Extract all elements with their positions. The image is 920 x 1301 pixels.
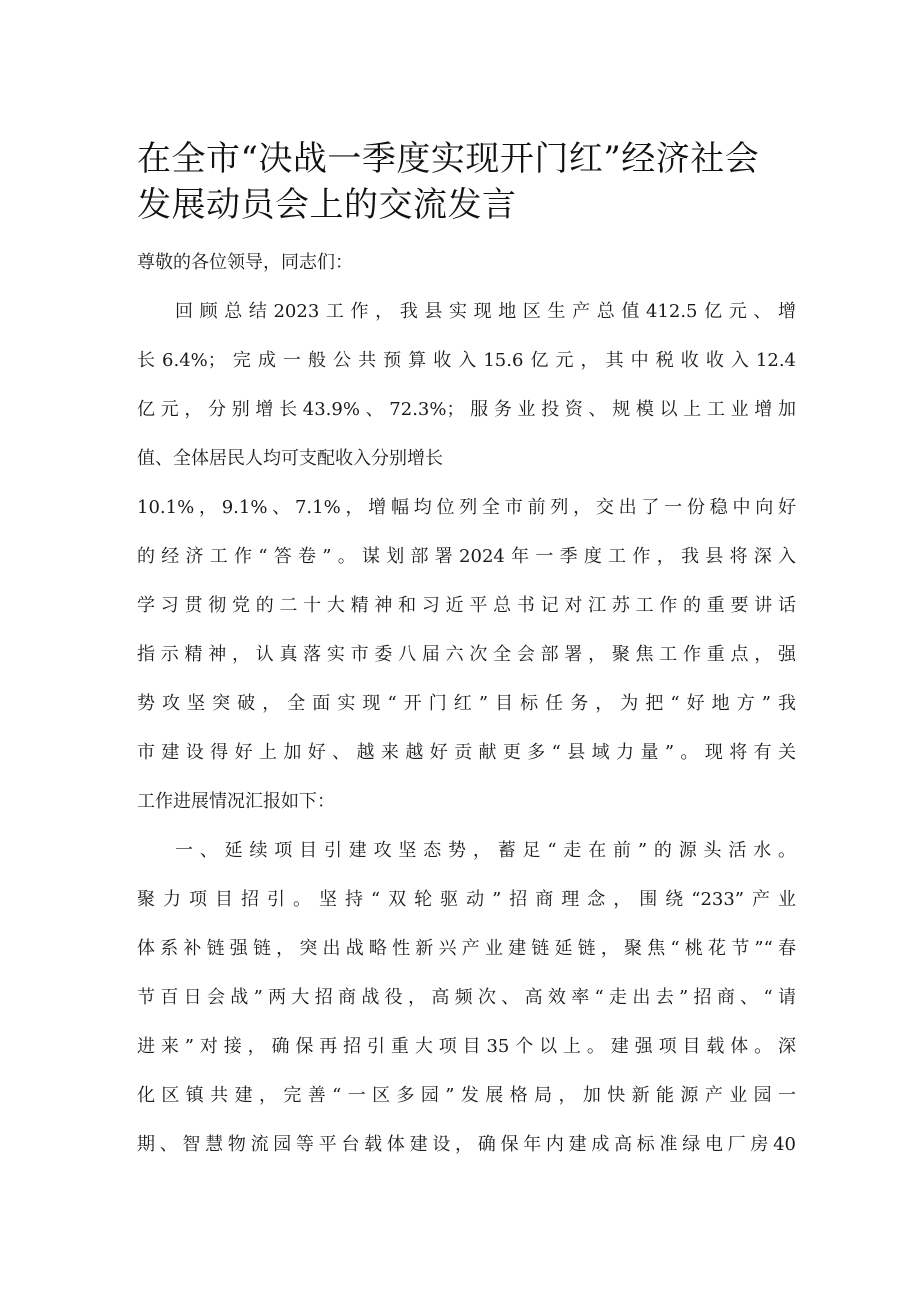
document-title-line-2: 发展动员会上的交流发言 bbox=[137, 185, 517, 225]
section-heading: 一、延续项目引建攻坚态势，蓄足“走在前”的源头活水。 bbox=[175, 840, 796, 861]
document-title-line-1: 在全市“决战一季度实现开门红”经济社会 bbox=[137, 139, 760, 179]
salutation: 尊敬的各位领导，同志们： bbox=[137, 252, 353, 273]
body-line: 亿元，分别增长43.9%、72.3%；服务业投资、规模以上工业增加 bbox=[137, 399, 796, 420]
body-line: 节百日会战”两大招商战役，高频次、高效率“走出去”招商、“请 bbox=[137, 987, 796, 1008]
body-line: 体系补链强链，突出战略性新兴产业建链延链，聚焦“桃花节”“春 bbox=[137, 938, 796, 959]
body-line: 值、全体居民人均可支配收入分别增长 bbox=[137, 448, 443, 469]
body-line: 进来”对接，确保再招引重大项目35个以上。建强项目载体。深 bbox=[137, 1036, 796, 1057]
body-line: 10.1%，9.1%、7.1%，增幅均位列全市前列，交出了一份稳中向好 bbox=[137, 497, 796, 518]
body-line: 指示精神，认真落实市委八届六次全会部署，聚焦工作重点，强 bbox=[137, 644, 796, 665]
body-line: 期、智慧物流园等平台载体建设，确保年内建成高标准绿电厂房40 bbox=[137, 1134, 796, 1155]
body-line: 市建设得好上加好、越来越好贡献更多“县域力量”。现将有关 bbox=[137, 742, 796, 763]
body-line: 化区镇共建，完善“一区多园”发展格局，加快新能源产业园一 bbox=[137, 1085, 796, 1106]
body-line: 的经济工作“答卷”。谋划部署2024年一季度工作，我县将深入 bbox=[137, 546, 796, 567]
body-line: 聚力项目招引。坚持“双轮驱动”招商理念，围绕“233”产业 bbox=[137, 889, 796, 910]
body-line: 回顾总结2023工作，我县实现地区生产总值412.5亿元、增 bbox=[175, 301, 796, 322]
body-line: 长6.4%；完成一般公共预算收入15.6亿元，其中税收收入12.4 bbox=[137, 350, 796, 371]
body-line: 工作进展情况汇报如下： bbox=[137, 791, 335, 812]
body-line: 势攻坚突破，全面实现“开门红”目标任务，为把“好地方”我 bbox=[137, 693, 796, 714]
body-line: 学习贯彻党的二十大精神和习近平总书记对江苏工作的重要讲话 bbox=[137, 595, 796, 616]
